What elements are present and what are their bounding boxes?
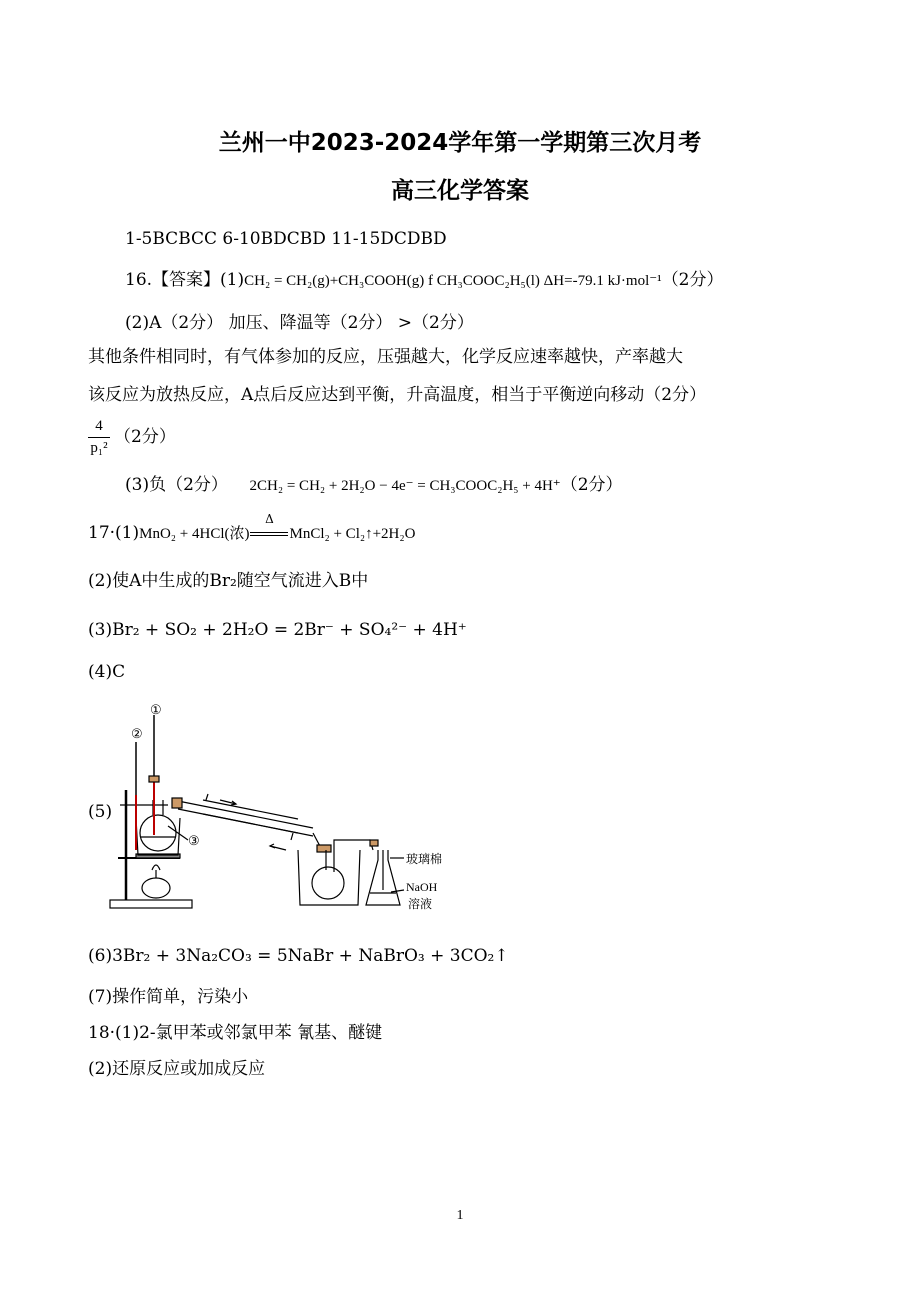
q17-p1-right: MnCl₂ + Cl₂↑+2H₂O <box>289 526 416 542</box>
q16-p3-lead: (3)负（2分） <box>125 475 228 495</box>
q17-part6: (6)3Br₂ + 3Na₂CO₃ = 5NaBr + NaBrO₃ + 3CO₂↑ <box>88 946 509 966</box>
q16-score1: （2分） <box>661 270 724 290</box>
q16-reason1: 其他条件相同时，有气体参加的反应，压强越大，化学反应速率越快，产率越大 <box>88 347 683 367</box>
q17-p1-left: MnO₂ + 4HCl(浓) <box>139 526 250 542</box>
fraction-bar <box>88 437 110 438</box>
mc-answers: 1-5BCBCC 6-10BDCBD 11-15DCDBD <box>125 229 447 249</box>
heat-condition-arrow <box>249 512 289 543</box>
distillation-apparatus-figure <box>108 700 453 915</box>
q17-part4: (4)C <box>88 662 126 682</box>
q16-p3-score: （2分） <box>560 475 623 495</box>
q16-fraction-score: （2分） <box>114 427 176 447</box>
q16-reason2: 该反应为放热反应，A点后反应达到平衡，升高温度，相当于平衡逆向移动（2分） <box>88 385 707 405</box>
label-2: ② <box>131 726 143 741</box>
q16-part3 <box>125 475 623 496</box>
q17-part5: (5) <box>88 802 113 822</box>
label-3: ③ <box>188 833 200 848</box>
q17-part7: (7)操作简单，污染小 <box>88 987 249 1007</box>
q17-part2: (2)使A中生成的Br₂随空气流进入B中 <box>88 571 369 591</box>
label-1: ① <box>150 702 162 717</box>
q16-part1 <box>125 270 724 291</box>
q17-part1 <box>88 512 416 544</box>
fraction-denominator: p₁² <box>90 440 108 456</box>
heat-condition: Δ <box>265 512 274 526</box>
page-title: 兰州一中2023-2024学年第一学期第三次月考 <box>218 130 702 156</box>
q18-part2: (2)还原反应或加成反应 <box>88 1059 266 1079</box>
label-glass-wool: 玻璃棉 <box>406 852 443 866</box>
label-naoh: NaOH <box>406 880 438 894</box>
q16-lead: 16.【答案】(1) <box>125 270 245 290</box>
q18-part1: 18·(1)2-氯甲苯或邻氯甲苯 氰基、醚键 <box>88 1023 383 1043</box>
q17-p1-lead: 17·(1) <box>88 523 140 543</box>
page-subtitle: 高三化学答案 <box>391 178 529 204</box>
q16-part2: (2)A（2分） 加压、降温等（2分） >（2分） <box>125 313 474 333</box>
q16-p3-equation: 2CH₂ = CH₂ + 2H₂O − 4e⁻ = CH₃COOC₂H₅ + 4H⁺ <box>249 478 561 494</box>
q16-equation1: CH₂ = CH₂(g)+CH₃COOH(g) f CH₃COOC₂H₅(l) ΔH=-79.1 kJ·mol⁻¹ <box>244 273 662 289</box>
q16-fraction <box>88 418 110 457</box>
page-number: 1 <box>456 1208 464 1223</box>
label-solution: 溶液 <box>408 897 433 911</box>
fraction-numerator: 4 <box>95 418 103 434</box>
q17-part3: (3)Br₂ + SO₂ + 2H₂O = 2Br⁻ + SO₄²⁻ + 4H⁺ <box>88 620 467 640</box>
